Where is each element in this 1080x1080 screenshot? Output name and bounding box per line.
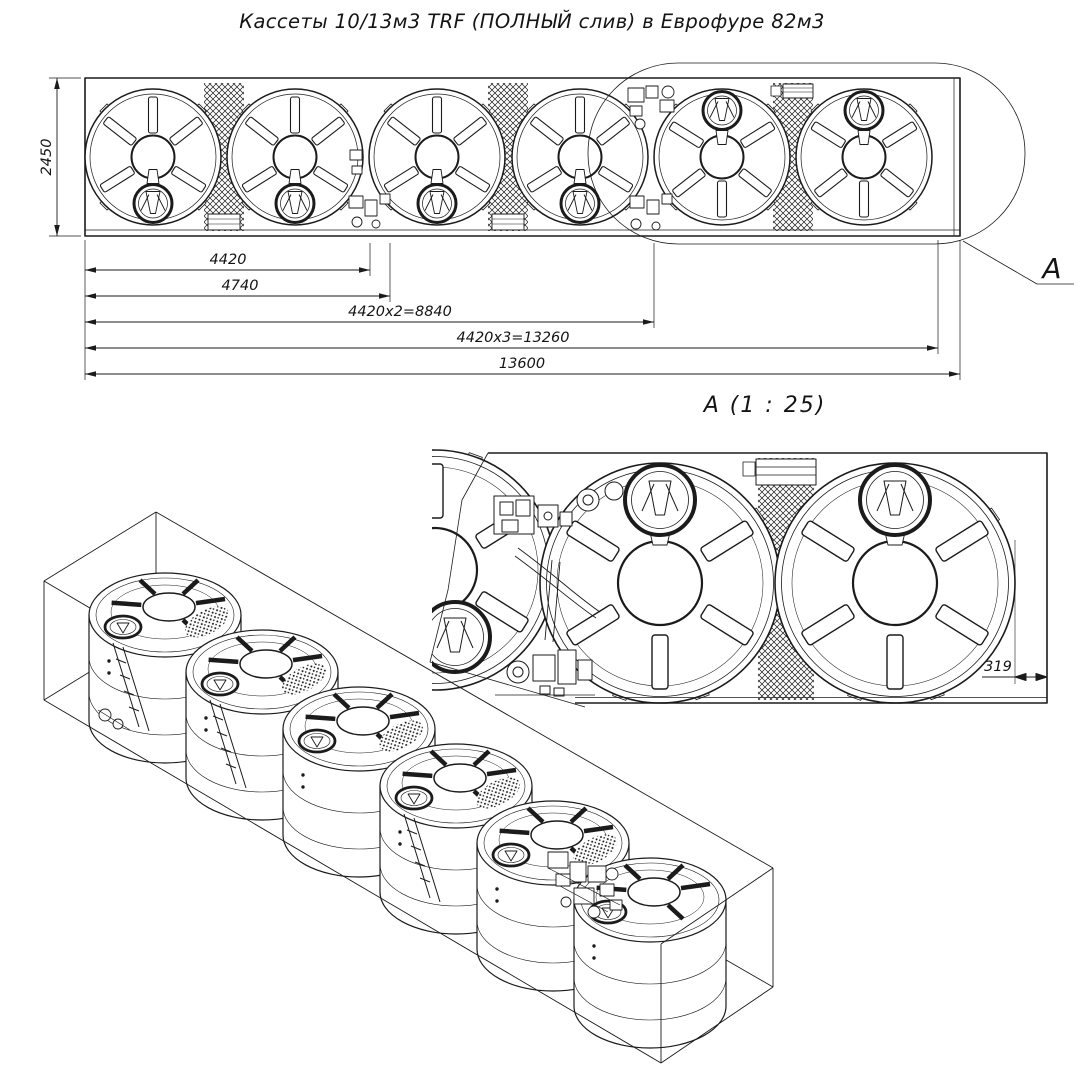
dim-13600	[85, 356, 960, 374]
dim-height-2450	[39, 78, 81, 236]
plan-tank-4	[512, 89, 648, 225]
svg-text:4740: 4740	[221, 278, 259, 294]
svg-text:4420x3=13260: 4420x3=13260	[456, 330, 570, 346]
detail-view	[315, 393, 1047, 707]
plan-tank-6	[796, 89, 932, 225]
dim-4420	[85, 252, 370, 270]
plan-tank-1	[85, 89, 221, 225]
svg-text:4420x2=8840: 4420x2=8840	[348, 304, 452, 320]
iso-tank-6	[574, 858, 726, 1048]
plan-tank-3	[369, 89, 505, 225]
dim-4740	[85, 278, 390, 296]
detail-tank-6	[775, 463, 1015, 703]
drawing-title: Кассеты 10/13м3 TRF (ПОЛНЫЙ слив) в Еврофуре 82м3	[239, 10, 825, 33]
dim-13260	[85, 330, 938, 348]
dim-8840	[85, 304, 654, 322]
detail-tank-4-partial	[315, 450, 555, 690]
dim-height-text: 2450	[39, 138, 55, 176]
dim-319-text: 319	[984, 659, 1012, 675]
svg-text:13600: 13600	[498, 356, 546, 372]
svg-text:4420: 4420	[209, 252, 247, 268]
callout-label: А	[1042, 252, 1062, 285]
plan-tank-2	[227, 89, 363, 225]
detail-plate	[743, 459, 816, 485]
detail-view-label: А (1 : 25)	[703, 393, 827, 418]
